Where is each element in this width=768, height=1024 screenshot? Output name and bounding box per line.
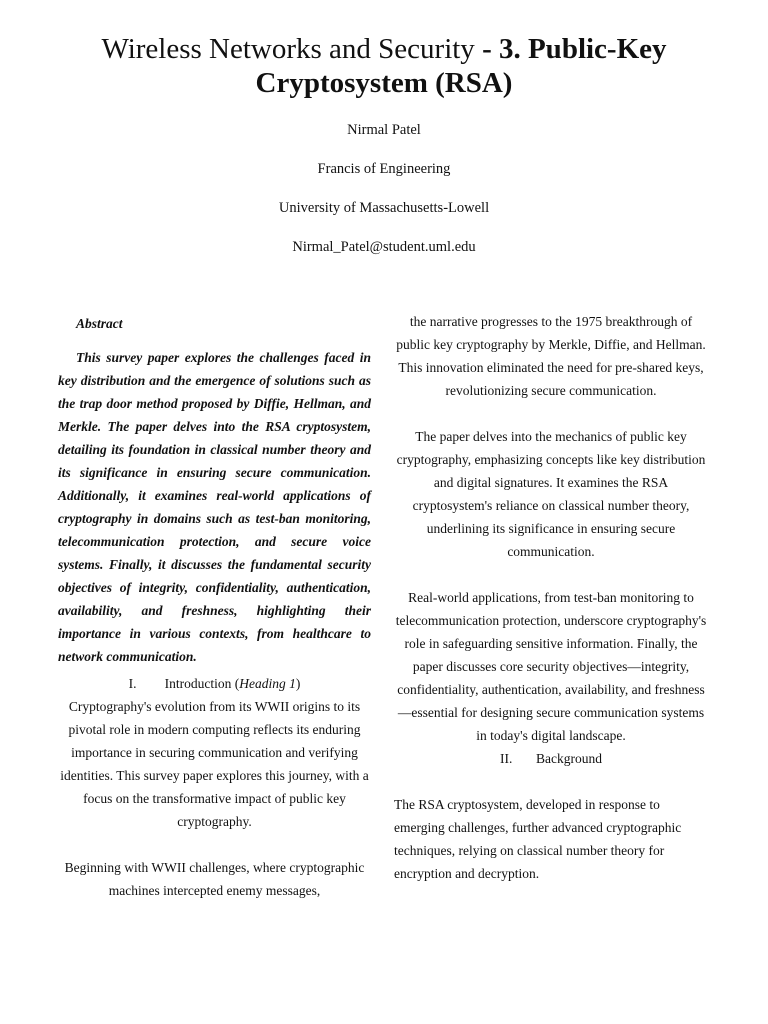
- left-column: [58, 312, 371, 902]
- author-department: Francis of Engineering: [317, 161, 451, 177]
- background-paragraph-1: The RSA cryptosystem, developed in response to emerging challenges, further advanced cryptographic techniques, relying on classical number theory for encryption and decryption.: [394, 797, 682, 881]
- abstract-body: This survey paper explores the challenges faced in key distribution and the emergence of solutions such as the trap door method proposed by Diffie, Hellman, and Merkle. The paper delves into the RSA cryptosystem, detailing its foundation in classical number theory and its significance in ensuring secure communication. Additionally, it examines real-world applications of cryptography in domains such as test-ban monitoring, telecommunication protection, and secure voice systems. Finally, it discusses the fundamental security objectives of integrity, confidentiality, authentication, availability, and freshness, highlighting their importance in various contexts, from healthcare to network communication.: [58, 350, 371, 664]
- section-heading-introduction: [58, 672, 371, 695]
- paper-title: [40, 32, 728, 100]
- section-title-italic: Heading 1: [239, 676, 296, 691]
- intro-paragraph-1: Cryptography's evolution from its WWII origins to its pivotal role in modern computing reflects its enduring importance in securing communication and verifying identities. This survey paper explores this journey, with a focus on the transformative impact of public key cryptography.: [60, 699, 369, 829]
- abstract-heading: Abstract: [76, 316, 123, 331]
- right-paragraph-1: the narrative progresses to the 1975 breakthrough of public key cryptography by Merkle, Diffie, and Hellman. This innovation eliminated the need for pre-shared keys, revolutionizing secure communication.: [396, 314, 706, 398]
- author-name: Nirmal Patel: [347, 122, 421, 138]
- section-title-close: ): [295, 676, 301, 691]
- author-university: University of Massachusetts-Lowell: [278, 200, 490, 216]
- intro-paragraph-2: Beginning with WWII challenges, where cryptographic machines intercepted enemy messages,: [64, 860, 365, 898]
- right-paragraph-3: Real-world applications, from test-ban monitoring to telecommunication protection, underscore cryptography's role in safeguarding sensitive information. Finally, the paper discusses core security objectives—integrity, confidentiality, authentication, availability, and freshness—essential for designing secure communication systems in today's digital landscape.: [395, 590, 707, 743]
- paper-title-regular: Wireless Networks and Security: [101, 33, 483, 65]
- section-number: II.: [500, 751, 513, 766]
- section-title: Introduction (: [164, 676, 240, 691]
- paper-title-bold: - 3. Public-Key Cryptosystem (RSA): [255, 33, 667, 99]
- author-email: Nirmal_Patel@student.uml.edu: [292, 239, 476, 255]
- section-heading-background: [394, 747, 708, 770]
- right-column: [394, 310, 708, 885]
- section-title: Background: [536, 751, 602, 766]
- right-paragraph-2: The paper delves into the mechanics of public key cryptography, emphasizing concepts like key distribution and digital signatures. It examines the RSA cryptosystem's reliance on classical number theory, underlining its significance in ensuring secure communication.: [396, 429, 706, 559]
- section-number: I.: [128, 676, 137, 691]
